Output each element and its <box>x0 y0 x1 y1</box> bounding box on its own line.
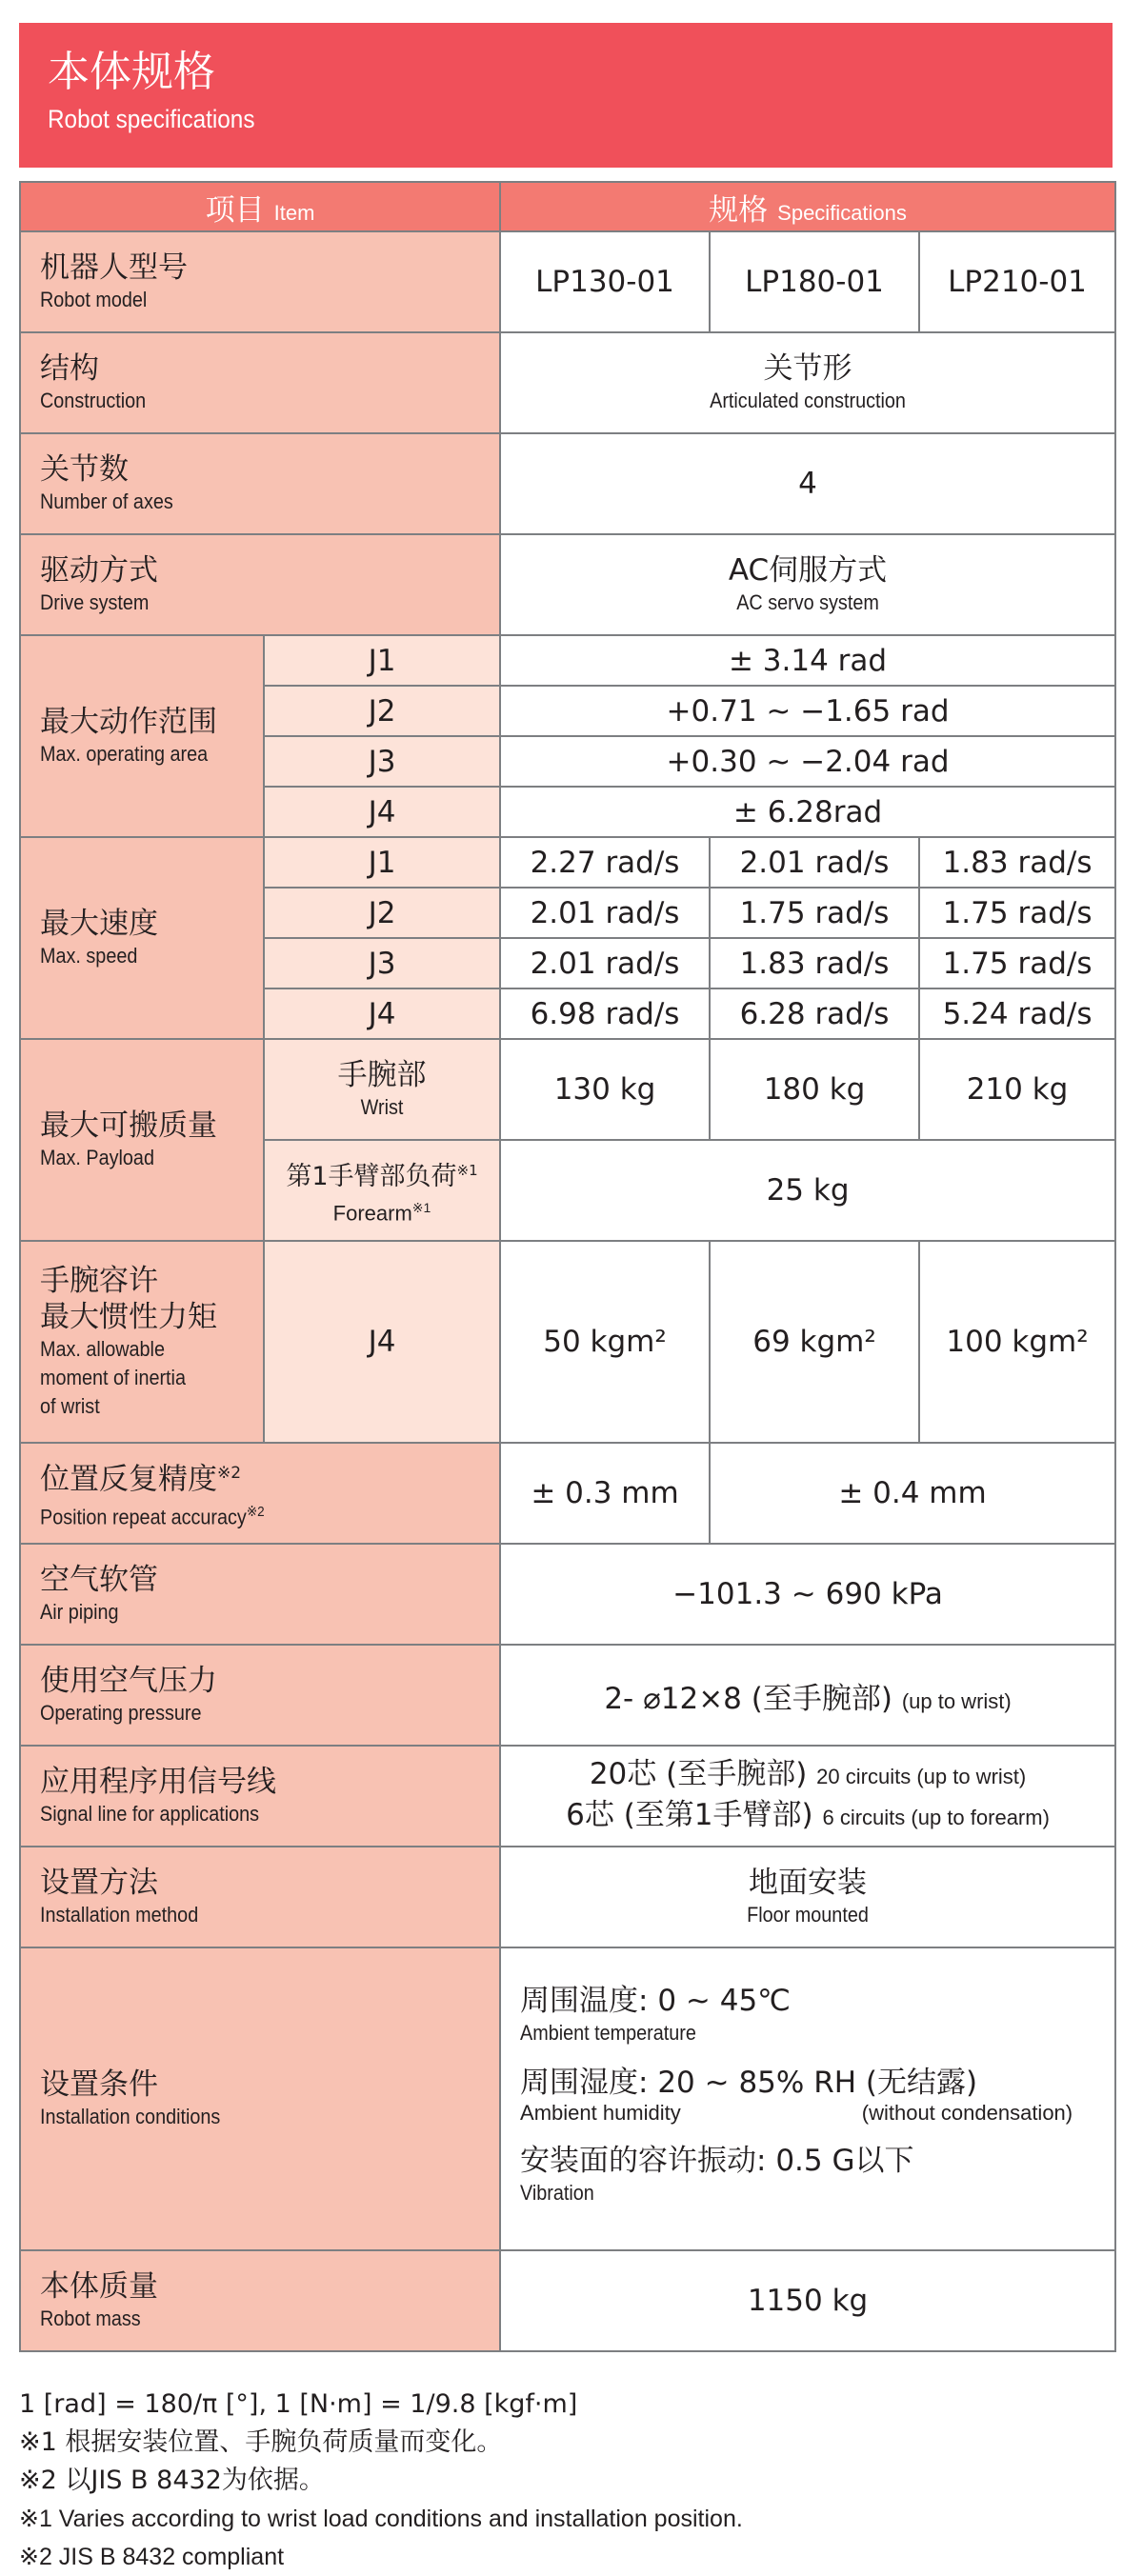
drive-value: AC伺服方式 AC servo system <box>500 534 1115 635</box>
axis-label: J1 <box>264 635 500 686</box>
install-method-value: 地面安装 Floor mounted <box>500 1847 1115 1947</box>
operating-area-value: ± 6.28rad <box>500 787 1115 837</box>
axis-label: J2 <box>264 686 500 736</box>
operating-area-value: +0.30 ~ −2.04 rad <box>500 736 1115 787</box>
speed-value: 5.24 rad/s <box>919 988 1115 1039</box>
speed-value: 2.01 rad/s <box>710 837 919 888</box>
operating-area-value: +0.71 ~ −1.65 rad <box>500 686 1115 736</box>
row-label-install-method: 设置方法 Installation method <box>20 1847 500 1947</box>
table-row <box>20 1947 1115 2250</box>
footnote-2-en: ※2 JIS B 8432 compliant <box>19 2544 285 2570</box>
row-label-air-piping: 空气软管 Air piping <box>20 1544 500 1645</box>
air-pressure-value: 2- ⌀12×8 (至手腕部) (up to wrist) <box>500 1645 1115 1746</box>
repeat-value: ± 0.3 mm <box>500 1443 710 1544</box>
axis-label: J4 <box>264 787 500 837</box>
operating-area-value: ± 3.14 rad <box>500 635 1115 686</box>
table-row <box>20 1746 1115 1847</box>
inertia-value: 100 kgm² <box>919 1241 1115 1443</box>
payload-value: 180 kg <box>710 1039 919 1140</box>
table-row <box>20 1544 1115 1645</box>
row-label-mass: 本体质量 Robot mass <box>20 2250 500 2351</box>
speed-value: 1.83 rad/s <box>710 938 919 988</box>
row-label-payload: 最大可搬质量 Max. Payload <box>20 1039 264 1241</box>
row-label-repeat: 位置反复精度$^{※2}$ Position repeat accuracy$^{※2}$ <box>20 1443 500 1544</box>
signal-value: 20芯 (至手腕部) 20 circuits (up to wrist) 6芯 (至第1手臂部) 6 circuits (up to forearm) <box>500 1746 1115 1847</box>
table-row <box>20 231 1115 332</box>
axis-label: J4 <box>264 988 500 1039</box>
row-label-install-cond: 设置条件 Installation conditions <box>20 1947 500 2250</box>
wrist-label: 手腕部 Wrist <box>264 1039 500 1140</box>
axis-label: J2 <box>264 888 500 938</box>
model-cell: LP210-01 <box>919 231 1115 332</box>
footnote-2-zh: ※2 以JIS B 8432为依据。 <box>19 2466 325 2495</box>
header-spec-cell: 规格 Specifications <box>500 182 1115 231</box>
construction-value: 关节形 Articulated construction <box>500 332 1115 433</box>
install-cond-value: 周围温度: 0 ~ 45℃ Ambient temperature 周围湿度: 20 ~ 85% RH (无结露) Ambient humidity (without condensation) 安装面的容许振动: 0.5 G以下 Vibration <box>500 1947 1115 2250</box>
row-label-speed: 最大速度 Max. speed <box>20 837 264 1039</box>
speed-value: 1.75 rad/s <box>710 888 919 938</box>
table-row <box>20 837 1115 888</box>
speed-value: 2.27 rad/s <box>500 837 710 888</box>
row-label-construction: 结构 Construction <box>20 332 500 433</box>
table-row <box>20 433 1115 534</box>
table-row <box>20 1443 1115 1544</box>
footnote-1-en: ※1 Varies according to wrist load conditions and installation position. <box>19 2506 743 2532</box>
speed-value: 6.28 rad/s <box>710 988 919 1039</box>
payload-value: 130 kg <box>500 1039 710 1140</box>
row-label-drive: 驱动方式 Drive system <box>20 534 500 635</box>
axis-label: J3 <box>264 736 500 787</box>
inertia-value: 69 kgm² <box>710 1241 919 1443</box>
repeat-value: ± 0.4 mm <box>710 1443 1115 1544</box>
footnotes <box>19 2386 1114 2576</box>
table-header-row <box>20 182 1115 231</box>
footnote-1-zh: ※1 根据安装位置、手腕负荷质量而变化。 <box>19 2427 503 2457</box>
header-item-cell: 项目 Item <box>20 182 500 231</box>
row-label-axes: 关节数 Number of axes <box>20 433 500 534</box>
row-label-robot-model: 机器人型号 Robot model <box>20 231 500 332</box>
row-label-inertia: 手腕容许 最大惯性力矩 Max. allowable moment of inertia of wrist <box>20 1241 264 1443</box>
axis-label: J1 <box>264 837 500 888</box>
speed-value: 2.01 rad/s <box>500 938 710 988</box>
speed-value: 1.75 rad/s <box>919 888 1115 938</box>
speed-value: 2.01 rad/s <box>500 888 710 938</box>
speed-value: 1.75 rad/s <box>919 938 1115 988</box>
axis-label: J4 <box>264 1241 500 1443</box>
table-row <box>20 1847 1115 1947</box>
row-label-signal: 应用程序用信号线 Signal line for applications <box>20 1746 500 1847</box>
table-row <box>20 2250 1115 2351</box>
axes-value: 4 <box>500 433 1115 534</box>
table-row <box>20 635 1115 686</box>
mass-value: 1150 kg <box>500 2250 1115 2351</box>
table-row <box>20 332 1115 433</box>
air-piping-value: −101.3 ~ 690 kPa <box>500 1544 1115 1645</box>
page-subtitle: Robot specifications <box>48 105 255 133</box>
table-row <box>20 1039 1115 1140</box>
axis-label: J3 <box>264 938 500 988</box>
forearm-value: 25 kg <box>500 1140 1115 1241</box>
payload-value: 210 kg <box>919 1039 1115 1140</box>
spec-table <box>19 181 1116 2352</box>
table-row <box>20 1645 1115 1746</box>
row-label-operating-area: 最大动作范围 Max. operating area <box>20 635 264 837</box>
model-cell: LP180-01 <box>710 231 919 332</box>
model-cell: LP130-01 <box>500 231 710 332</box>
inertia-value: 50 kgm² <box>500 1241 710 1443</box>
table-row <box>20 1241 1115 1443</box>
row-label-air-pressure: 使用空气压力 Operating pressure <box>20 1645 500 1746</box>
speed-value: 1.83 rad/s <box>919 837 1115 888</box>
speed-value: 6.98 rad/s <box>500 988 710 1039</box>
page-title: 本体规格 <box>48 48 215 96</box>
forearm-label: 第1手臂部负荷$^{※1}$ Forearm$^{※1}$ <box>264 1140 500 1241</box>
title-banner <box>19 23 1113 168</box>
unit-note: 1 [rad] = 180/π [°], 1 [N·m] = 1/9.8 [kgf·m] <box>19 2389 578 2419</box>
table-row <box>20 534 1115 635</box>
